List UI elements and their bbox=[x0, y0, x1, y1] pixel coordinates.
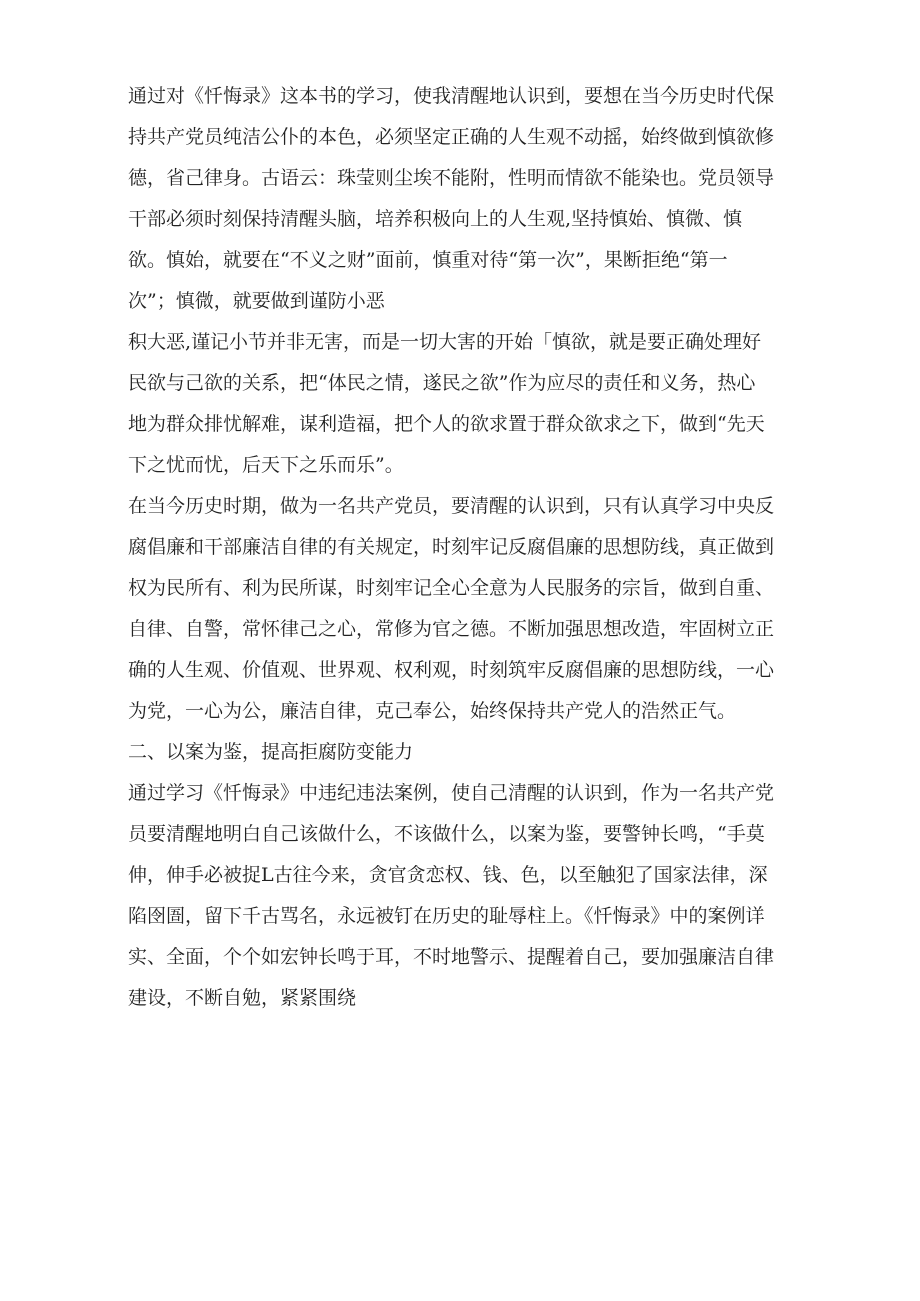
text-line: 为党，一心为公，廉洁自律，克己奉公，始终保持共产党人的浩然正气。 bbox=[128, 700, 737, 722]
text-line: 确的人生观、价值观、世界观、权利观，时刻筑牢反腐倡廉的思想防线，一心 bbox=[128, 659, 775, 681]
text-line: 员要清醒地明白自己该做什么，不该做什么，以案为鉴，要警钟长鸣，“手莫 bbox=[128, 823, 765, 845]
text-line: 干部必须时刻保持清醒头脑，培养积极向上的人生观,坚持慎始、慎微、慎 bbox=[128, 208, 743, 230]
text-line: 伸，伸手必被捉L古往今来，贪官贪恋权、钱、色，以至触犯了国家法律，深 bbox=[128, 864, 768, 886]
text-line: 持共产党员纯洁公仆的本色，必须坚定正确的人生观不动摇，始终做到慎欲修 bbox=[128, 126, 775, 148]
section-heading bbox=[128, 732, 808, 773]
text-line: 积大恶,谨记小节并非无害，而是一切大害的开始「慎欲，就是要正确处理好 bbox=[128, 331, 762, 353]
text-line: 陷囹圄，留下千古骂名，永远被钉在历史的耻辱柱上。《忏悔录》中的案例详 bbox=[128, 905, 765, 927]
text-line: 建设，不断自勉，紧紧围绕 bbox=[128, 987, 357, 1009]
section-heading-text: 二、以案为鉴，提高拒腐防变能力 bbox=[128, 741, 414, 763]
text-line: 欲。慎始，就要在“不义之财”面前，慎重对待“第一次”，果断拒绝“第一 bbox=[128, 249, 728, 271]
text-line: 通过对《忏悔录》这本书的学习，使我清醒地认识到，要想在当今历史时代保 bbox=[128, 85, 775, 107]
text-line: 腐倡廉和干部廉洁自律的有关规定，时刻牢记反腐倡廉的思想防线，真正做到 bbox=[128, 536, 775, 558]
paragraph-3 bbox=[128, 486, 808, 732]
paragraph-5 bbox=[128, 773, 808, 1019]
text-line: 实、全面，个个如宏钟长鸣于耳，不时地警示、提醒着自己，要加强廉洁自律 bbox=[128, 946, 775, 968]
text-line: 自律、自警，常怀律己之心，常修为官之德。不断加强思想改造，牢固树立正 bbox=[128, 618, 775, 640]
text-line: 在当今历史时期，做为一名共产党员，要清醒的认识到，只有认真学习中央反 bbox=[128, 495, 775, 517]
text-line: 通过学习《忏悔录》中违纪违法案例，使自己清醒的认识到，作为一名共产党 bbox=[128, 782, 775, 804]
paragraph-2 bbox=[128, 322, 808, 486]
text-line: 德，省己律身。古语云：珠莹则尘埃不能附，性明而情欲不能染也。党员领导 bbox=[128, 167, 775, 189]
document-body bbox=[128, 76, 808, 1019]
text-line: 地为群众排忧解难，谋利造福，把个人的欲求置于群众欲求之下，做到“先天 bbox=[128, 413, 765, 435]
text-line: 权为民所有、利为民所谋，时刻牢记全心全意为人民服务的宗旨，做到自重、 bbox=[128, 577, 775, 599]
text-line: 次”；慎微，就要做到谨防小恶 bbox=[128, 290, 385, 312]
text-line: 民欲与己欲的关系，把“体民之情，遂民之欲”作为应尽的责任和义务，热心 bbox=[128, 372, 756, 394]
text-line: 下之忧而忧，后天下之乐而乐”。 bbox=[128, 454, 404, 476]
paragraph-1 bbox=[128, 76, 808, 322]
